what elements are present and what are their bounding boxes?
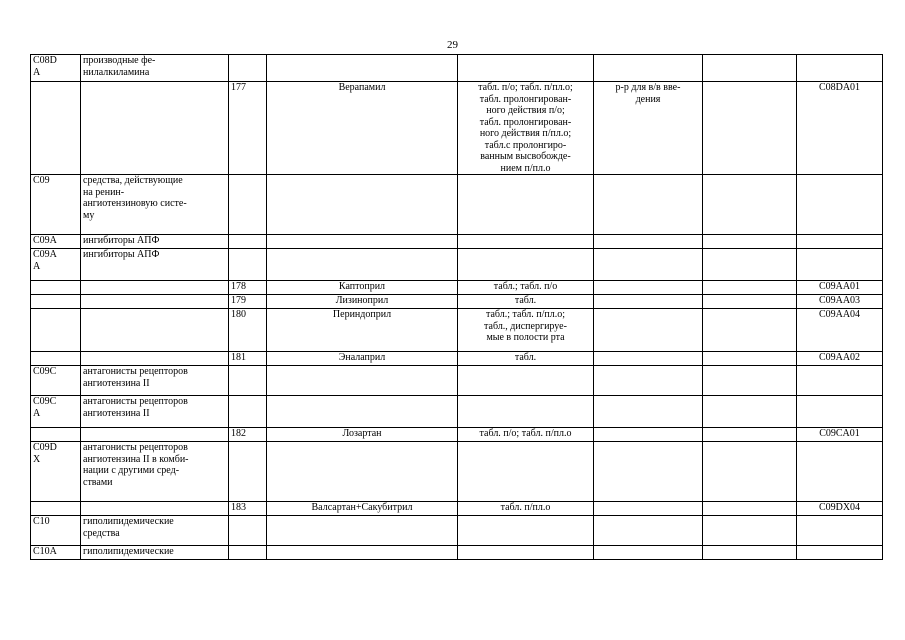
- atc-code: C09AA02: [797, 352, 883, 366]
- row-number: [229, 55, 267, 82]
- drug-name: [267, 396, 458, 428]
- dosage-form: [458, 175, 594, 235]
- table-row: [31, 442, 883, 502]
- atc-code: C09AA01: [797, 281, 883, 295]
- dosage-form: табл.; табл. п/о: [458, 281, 594, 295]
- atc-group-name: гиполипидемические средства: [81, 516, 229, 546]
- drug-name: Верапамил: [267, 82, 458, 175]
- atc-group-name: [81, 502, 229, 516]
- atc-code: [797, 235, 883, 249]
- atc-group-code: C09C A: [31, 396, 81, 428]
- atc-group-code: C08D A: [31, 55, 81, 82]
- additional-form: [594, 352, 703, 366]
- table-row: [31, 366, 883, 396]
- drug-name: [267, 235, 458, 249]
- empty-cell: [703, 249, 797, 281]
- additional-form: [594, 428, 703, 442]
- empty-cell: [703, 55, 797, 82]
- empty-cell: [703, 295, 797, 309]
- empty-cell: [703, 352, 797, 366]
- atc-group-code: [31, 309, 81, 352]
- atc-group-name: антагонисты рецепторов ангиотензина II: [81, 396, 229, 428]
- table-row: [31, 295, 883, 309]
- page-number: 29: [447, 39, 458, 51]
- atc-group-name: [81, 281, 229, 295]
- table-row: [31, 546, 883, 560]
- additional-form: [594, 309, 703, 352]
- atc-code: C09DX04: [797, 502, 883, 516]
- empty-cell: [703, 428, 797, 442]
- atc-group-name: ингибиторы АПФ: [81, 249, 229, 281]
- atc-code: [797, 175, 883, 235]
- atc-group-code: C09: [31, 175, 81, 235]
- dosage-form: [458, 55, 594, 82]
- atc-group-code: C09C: [31, 366, 81, 396]
- drug-name: [267, 442, 458, 502]
- empty-cell: [703, 396, 797, 428]
- atc-code: [797, 396, 883, 428]
- atc-code: C09AA03: [797, 295, 883, 309]
- empty-cell: [703, 175, 797, 235]
- drug-name: Периндоприл: [267, 309, 458, 352]
- atc-group-name: [81, 295, 229, 309]
- empty-cell: [703, 366, 797, 396]
- additional-form: [594, 546, 703, 560]
- drug-name: [267, 366, 458, 396]
- atc-code: C08DA01: [797, 82, 883, 175]
- atc-code: [797, 249, 883, 281]
- additional-form: [594, 516, 703, 546]
- row-number: [229, 249, 267, 281]
- drug-name: [267, 546, 458, 560]
- dosage-form: [458, 235, 594, 249]
- drug-name: Валсартан+Сакубитрил: [267, 502, 458, 516]
- atc-group-code: [31, 281, 81, 295]
- atc-group-code: [31, 428, 81, 442]
- atc-code: C09AA04: [797, 309, 883, 352]
- dosage-form: табл.: [458, 295, 594, 309]
- empty-cell: [703, 82, 797, 175]
- drug-name: Эналаприл: [267, 352, 458, 366]
- additional-form: [594, 442, 703, 502]
- empty-cell: [703, 309, 797, 352]
- atc-group-code: [31, 502, 81, 516]
- row-number: 183: [229, 502, 267, 516]
- row-number: [229, 396, 267, 428]
- atc-group-name: [81, 82, 229, 175]
- additional-form: [594, 295, 703, 309]
- row-number: [229, 546, 267, 560]
- table-row: [31, 55, 883, 82]
- atc-group-code: C09A: [31, 235, 81, 249]
- atc-group-name: [81, 428, 229, 442]
- dosage-form: табл.: [458, 352, 594, 366]
- atc-group-name: гиполипидемические: [81, 546, 229, 560]
- row-number: [229, 442, 267, 502]
- row-number: [229, 516, 267, 546]
- table-row: [31, 309, 883, 352]
- row-number: [229, 366, 267, 396]
- dosage-form: [458, 442, 594, 502]
- dosage-form: табл.; табл. п/пл.о; табл., диспергируе- мые в полости рта: [458, 309, 594, 352]
- drug-name: [267, 516, 458, 546]
- additional-form: [594, 235, 703, 249]
- drug-table-body: [31, 55, 883, 560]
- row-number: 178: [229, 281, 267, 295]
- dosage-form: [458, 396, 594, 428]
- row-number: 180: [229, 309, 267, 352]
- atc-code: [797, 442, 883, 502]
- table-row: [31, 516, 883, 546]
- atc-group-name: антагонисты рецепторов ангиотензина II в комби- нации с другими сред- ствами: [81, 442, 229, 502]
- table-row: [31, 502, 883, 516]
- additional-form: [594, 396, 703, 428]
- empty-cell: [703, 235, 797, 249]
- table-row: [31, 352, 883, 366]
- empty-cell: [703, 281, 797, 295]
- additional-form: [594, 502, 703, 516]
- atc-group-code: C09A A: [31, 249, 81, 281]
- atc-code: [797, 55, 883, 82]
- dosage-form: [458, 249, 594, 281]
- dosage-form: [458, 366, 594, 396]
- drug-name: [267, 249, 458, 281]
- additional-form: [594, 366, 703, 396]
- row-number: 177: [229, 82, 267, 175]
- atc-group-name: антагонисты рецепторов ангиотензина II: [81, 366, 229, 396]
- table-row: [31, 249, 883, 281]
- table-row: [31, 396, 883, 428]
- atc-code: [797, 546, 883, 560]
- dosage-form: табл. п/о; табл. п/пл.о: [458, 428, 594, 442]
- row-number: 182: [229, 428, 267, 442]
- atc-group-code: C09D X: [31, 442, 81, 502]
- table-row: [31, 82, 883, 175]
- atc-group-name: средства, действующие на ренин- ангиотензиновую систе- му: [81, 175, 229, 235]
- empty-cell: [703, 502, 797, 516]
- drug-name: Лизиноприл: [267, 295, 458, 309]
- row-number: 179: [229, 295, 267, 309]
- additional-form: [594, 55, 703, 82]
- dosage-form: [458, 546, 594, 560]
- additional-form: [594, 249, 703, 281]
- table-row: [31, 428, 883, 442]
- table-row: [31, 235, 883, 249]
- drug-name: Лозартан: [267, 428, 458, 442]
- dosage-form: табл. п/пл.о: [458, 502, 594, 516]
- empty-cell: [703, 442, 797, 502]
- dosage-form: табл. п/о; табл. п/пл.о; табл. пролонгирован- ного действия п/о; табл. пролонгирован- ного действия п/пл.о; табл.с пролонгиро- ванным высвобожде- нием п/пл.о: [458, 82, 594, 175]
- drug-name: Каптоприл: [267, 281, 458, 295]
- atc-group-name: производные фе- нилалкиламина: [81, 55, 229, 82]
- atc-group-code: C10A: [31, 546, 81, 560]
- atc-group-code: C10: [31, 516, 81, 546]
- empty-cell: [703, 546, 797, 560]
- atc-code: [797, 366, 883, 396]
- drug-name: [267, 55, 458, 82]
- row-number: [229, 175, 267, 235]
- drug-name: [267, 175, 458, 235]
- table-row: [31, 175, 883, 235]
- row-number: 181: [229, 352, 267, 366]
- dosage-form: [458, 516, 594, 546]
- atc-group-name: [81, 352, 229, 366]
- additional-form: р-р для в/в вве- дения: [594, 82, 703, 175]
- row-number: [229, 235, 267, 249]
- atc-group-name: [81, 309, 229, 352]
- atc-group-code: [31, 295, 81, 309]
- table-row: [31, 281, 883, 295]
- drug-table: [30, 54, 883, 560]
- atc-group-name: ингибиторы АПФ: [81, 235, 229, 249]
- atc-group-code: [31, 82, 81, 175]
- atc-code: C09CA01: [797, 428, 883, 442]
- atc-group-code: [31, 352, 81, 366]
- additional-form: [594, 281, 703, 295]
- additional-form: [594, 175, 703, 235]
- atc-code: [797, 516, 883, 546]
- empty-cell: [703, 516, 797, 546]
